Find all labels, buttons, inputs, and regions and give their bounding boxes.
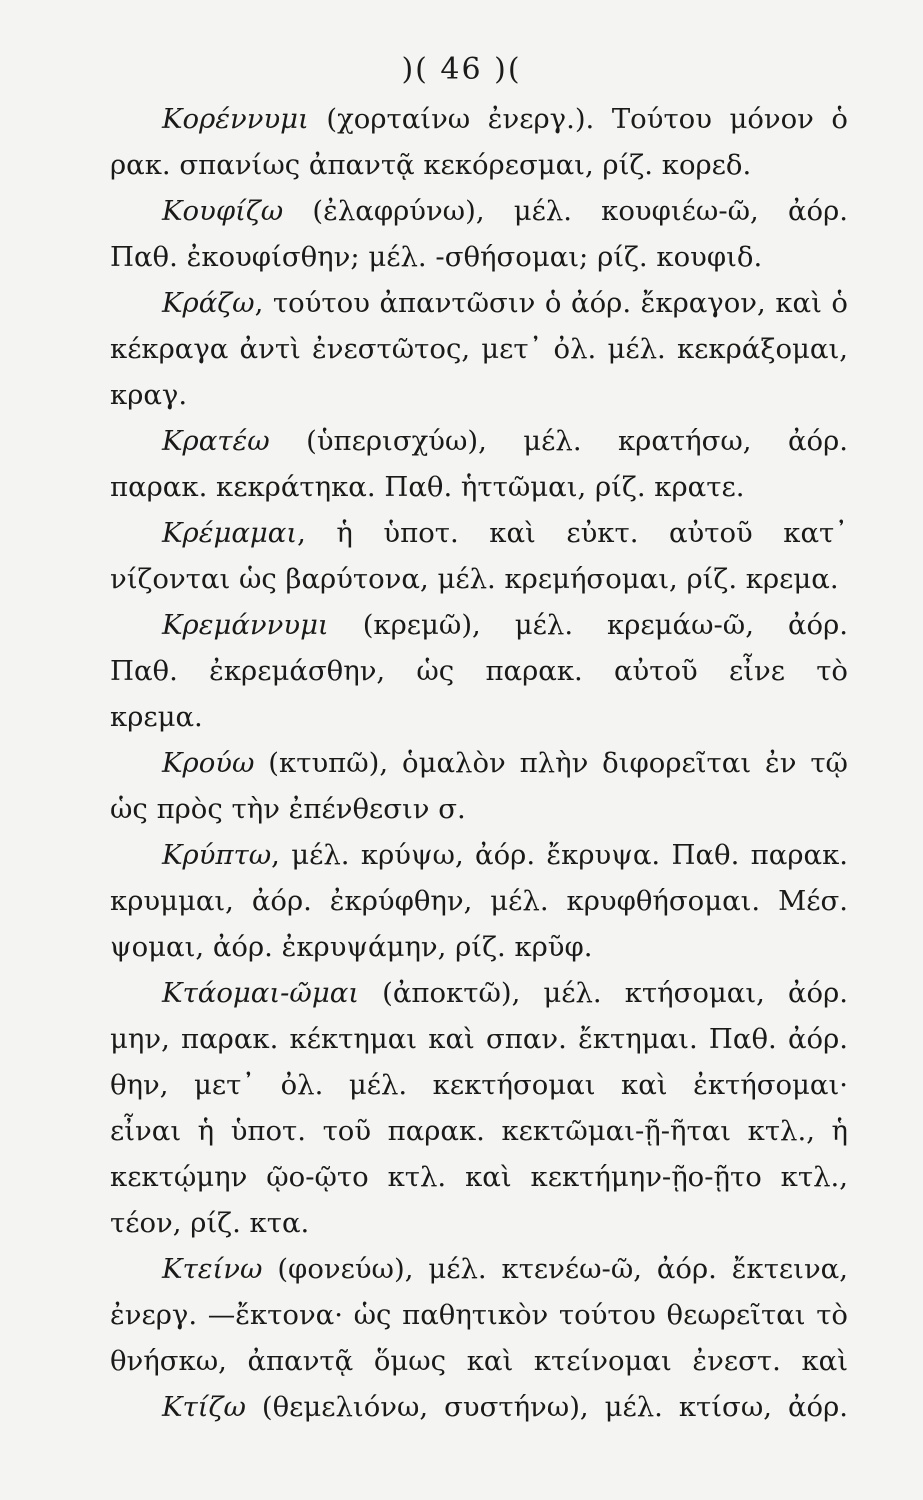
text-line: [110, 326, 848, 372]
entry-text: (ἀποκτῶ), μέλ. κτήσομαι, ἀόρ.: [382, 977, 848, 1009]
entry-first-line: [110, 96, 848, 142]
text-line: [110, 1154, 848, 1200]
entry-text: εἶναι ἡ ὑποτ. τοῦ παρακ. κεκτῶμαι-ῇ-ῆται κτλ., ἡ: [110, 1115, 848, 1147]
text-line: [110, 142, 848, 188]
entry-headword: Κουφίζω: [162, 195, 284, 227]
text-line: [110, 372, 848, 418]
entry-text: , τούτου ἀπαντῶσιν ὁ ἀόρ. ἔκραγον, καὶ ὁ: [254, 287, 848, 319]
entry-text: παρακ. κεκράτηκα. Παθ. ἡττῶμαι, ρίζ. κρατε.: [110, 471, 745, 503]
entry-text: ἐνεργ. —ἔκτονα· ὡς παθητικὸν τούτου θεωρεῖται τὸ: [110, 1299, 848, 1331]
text-line: [110, 694, 848, 740]
entry-first-line: [110, 1384, 848, 1430]
text-line: [110, 1016, 848, 1062]
entry-first-line: [110, 418, 848, 464]
entry-text: Παθ. ἐκουφίσθην; μέλ. -σθήσομαι; ρίζ. κουφιδ.: [110, 241, 763, 273]
entry-headword: Κρέμαμαι: [162, 517, 298, 549]
text-line: [110, 556, 848, 602]
entry-headword: Κτείνω: [162, 1253, 263, 1285]
entry-headword: Κρούω: [162, 747, 255, 779]
text-line: [110, 1108, 848, 1154]
entry-headword: Κράζω: [162, 287, 255, 319]
entry-text: ὡς πρὸς τὴν ἐπένθεσιν σ.: [110, 793, 466, 825]
dictionary-text: [110, 96, 848, 1430]
entry-text: (φονεύω), μέλ. κτενέω-ῶ, ἀόρ. ἔκτεινα,: [277, 1253, 848, 1285]
entry-text: θην, μετ᾽ ὀλ. μέλ. κεκτήσομαι καὶ ἐκτήσομαι·: [110, 1069, 848, 1101]
entry-text: (θεμελιόνω, συστήνω), μέλ. κτίσω, ἀόρ.: [261, 1391, 848, 1423]
entry-text: ψομαι, ἀόρ. ἐκρυψάμην, ρίζ. κρῦφ.: [110, 931, 593, 963]
text-line: [110, 464, 848, 510]
entry-headword: Κρεμάννυμι: [162, 609, 329, 641]
text-line: [110, 786, 848, 832]
entry-first-line: [110, 970, 848, 1016]
entry-text: κέκραγα ἀντὶ ἐνεστῶτος, μετ᾽ ὀλ. μέλ. κεκράξομαι,: [110, 333, 848, 365]
entry-text: νίζονται ὡς βαρύτονα, μέλ. κρεμήσομαι, ρίζ. κρεμα.: [110, 563, 839, 595]
page-number-header: )( 46 )(: [401, 52, 522, 87]
entry-text: θνήσκω, ἀπαντᾷ ὅμως καὶ κτείνομαι ἐνεστ. καὶ: [110, 1345, 848, 1377]
text-line: [110, 878, 848, 924]
entry-text: κραγ.: [110, 379, 188, 411]
entry-first-line: [110, 602, 848, 648]
entry-text: κρυμμαι, ἀόρ. ἐκρύφθην, μέλ. κρυφθήσομαι. Μέσ.: [110, 885, 848, 917]
entry-text: κεκτῴμην ῷο-ῷτο κτλ. καὶ κεκτήμην-ῇο-ῇτο κτλ.,: [110, 1161, 848, 1193]
entry-headword: Κρύπτω: [162, 839, 272, 871]
entry-text: (ἐλαφρύνω), μέλ. κουφιέω-ῶ, ἀόρ.: [312, 195, 848, 227]
text-line: [110, 1292, 848, 1338]
entry-text: , ἡ ὑποτ. καὶ εὐκτ. αὐτοῦ κατ᾽: [297, 517, 848, 549]
entry-text: (ὑπερισχύω), μέλ. κρατήσω, ἀόρ.: [306, 425, 848, 457]
entry-text: μην, παρακ. κέκτημαι καὶ σπαν. ἔκτημαι. Παθ. ἀόρ.: [110, 1023, 848, 1055]
entry-headword: Κτάομαι-ῶμαι: [162, 977, 360, 1009]
entry-headword: Κτίζω: [162, 1391, 246, 1423]
entry-text: ρακ. σπανίως ἀπαντᾷ κεκόρεσμαι, ρίζ. κορεδ.: [110, 149, 752, 181]
entry-first-line: [110, 740, 848, 786]
entry-first-line: [110, 832, 848, 878]
entry-headword: Κρατέω: [162, 425, 270, 457]
text-line: [110, 1338, 848, 1384]
entry-first-line: [110, 280, 848, 326]
entry-text: (χορταίνω ἐνεργ.). Τούτου μόνον ὁ: [326, 103, 848, 135]
text-line: [110, 234, 848, 280]
entry-text: (κτυπῶ), ὁμαλὸν πλὴν διφορεῖται ἐν τῷ: [268, 747, 848, 779]
entry-text: τέον, ρίζ. κτα.: [110, 1207, 310, 1239]
text-line: [110, 924, 848, 970]
entry-text: (κρεμῶ), μέλ. κρεμάω-ῶ, ἀόρ.: [362, 609, 848, 641]
entry-text: , μέλ. κρύψω, ἀόρ. ἔκρυψα. Παθ. παρακ.: [271, 839, 848, 871]
text-line: [110, 1062, 848, 1108]
text-line: [110, 648, 848, 694]
entry-headword: Κορέννυμι: [162, 103, 309, 135]
entry-first-line: [110, 188, 848, 234]
entry-first-line: [110, 1246, 848, 1292]
entry-text: Παθ. ἐκρεμάσθην, ὡς παρακ. αὐτοῦ εἶνε τὸ: [110, 655, 848, 687]
entry-first-line: [110, 510, 848, 556]
text-line: [110, 1200, 848, 1246]
entry-text: κρεμα.: [110, 701, 203, 733]
